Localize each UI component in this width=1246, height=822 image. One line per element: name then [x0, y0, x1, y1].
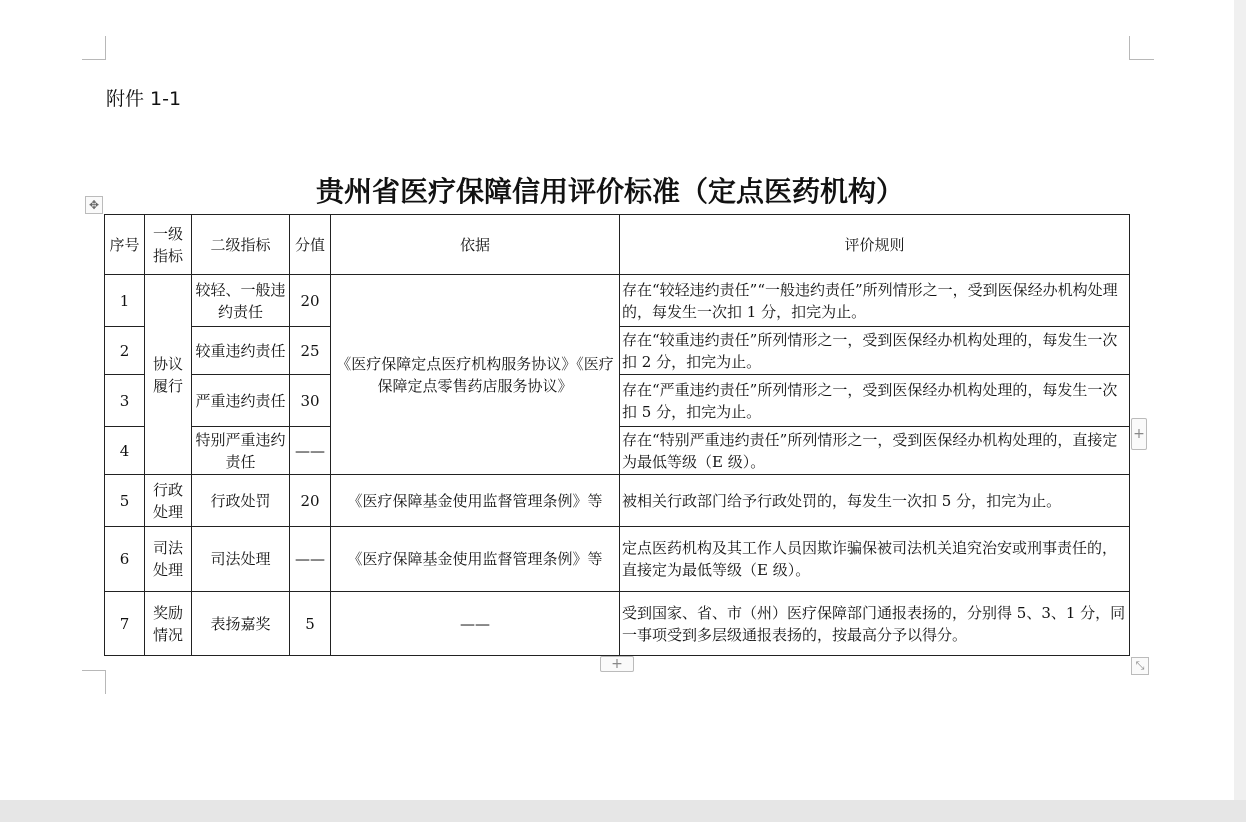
crop-mark: [105, 36, 106, 60]
table-row: [105, 275, 1130, 327]
row-level2: 较重违约责任: [192, 327, 290, 375]
crop-mark: [82, 59, 106, 60]
row-level2: 特别严重违约责任: [192, 427, 290, 475]
row-level1: 司法处理: [145, 527, 192, 592]
row-score: 20: [290, 475, 331, 527]
row-no: 4: [105, 427, 145, 475]
crop-mark: [105, 670, 106, 694]
header-rule: 评价规则: [620, 215, 1130, 275]
row-basis: 《医疗保障定点医疗机构服务协议》《医疗保障定点零售药店服务协议》: [331, 275, 620, 475]
row-score: 25: [290, 327, 331, 375]
header-no: 序号: [105, 215, 145, 275]
row-rule: 存在“较重违约责任”所列情形之一，受到医保经办机构处理的，每发生一次扣 2 分，扣完为止。: [620, 327, 1130, 375]
crop-mark: [1129, 36, 1130, 60]
row-level2: 司法处理: [192, 527, 290, 592]
row-no: 1: [105, 275, 145, 327]
row-level2: 严重违约责任: [192, 375, 290, 427]
row-no: 6: [105, 527, 145, 592]
table-row: [105, 475, 1130, 527]
row-level2: 表扬嘉奖: [192, 592, 290, 656]
row-score: 20: [290, 275, 331, 327]
table-row: [105, 527, 1130, 592]
scrollbar-track[interactable]: [1234, 0, 1246, 800]
crop-mark: [82, 670, 106, 671]
row-basis: ——: [331, 592, 620, 656]
row-level1: 协议履行: [145, 275, 192, 475]
row-no: 2: [105, 327, 145, 375]
document-title: 贵州省医疗保障信用评价标准（定点医药机构）: [315, 175, 904, 208]
row-no: 3: [105, 375, 145, 427]
row-no: 7: [105, 592, 145, 656]
header-level2: 二级指标: [192, 215, 290, 275]
row-level2: 较轻、一般违约责任: [192, 275, 290, 327]
table-row: [105, 592, 1130, 656]
row-rule: 存在“严重违约责任”所列情形之一，受到医保经办机构处理的，每发生一次扣 5 分，扣完为止。: [620, 375, 1130, 427]
row-level2: 行政处罚: [192, 475, 290, 527]
row-no: 5: [105, 475, 145, 527]
header-basis: 依据: [331, 215, 620, 275]
row-rule: 受到国家、省、市（州）医疗保障部门通报表扬的，分别得 5、3、1 分，同一事项受到多层级通报表扬的，按最高分予以得分。: [620, 592, 1130, 656]
resize-table-icon[interactable]: ⤡: [1131, 657, 1149, 675]
attachment-label: 附件 1-1: [106, 88, 182, 110]
header-score: 分值: [290, 215, 331, 275]
row-rule: 存在“特别严重违约责任”所列情形之一，受到医保经办机构处理的，直接定为最低等级（E 级）。: [620, 427, 1130, 475]
row-score: ——: [290, 427, 331, 475]
header-level1: 一级指标: [145, 215, 192, 275]
row-score: 5: [290, 592, 331, 656]
evaluation-table: [104, 214, 1130, 656]
crop-mark: [1130, 59, 1154, 60]
row-rule: 存在“较轻违约责任”“一般违约责任”所列情形之一，受到医保经办机构处理的，每发生一次扣 1 分，扣完为止。: [620, 275, 1130, 327]
row-score: 30: [290, 375, 331, 427]
move-table-icon[interactable]: ✥: [85, 196, 103, 214]
table-header-row: [105, 215, 1130, 275]
add-row-icon[interactable]: +: [600, 656, 634, 672]
add-column-icon[interactable]: +: [1131, 418, 1147, 450]
row-score: ——: [290, 527, 331, 592]
row-basis: 《医疗保障基金使用监督管理条例》等: [331, 527, 620, 592]
row-level1: 行政处理: [145, 475, 192, 527]
row-rule: 被相关行政部门给予行政处罚的，每发生一次扣 5 分，扣完为止。: [620, 475, 1130, 527]
row-level1: 奖励情况: [145, 592, 192, 656]
row-rule: 定点医药机构及其工作人员因欺诈骗保被司法机关追究治安或刑事责任的，直接定为最低等级（E 级）。: [620, 527, 1130, 592]
row-basis: 《医疗保障基金使用监督管理条例》等: [331, 475, 620, 527]
